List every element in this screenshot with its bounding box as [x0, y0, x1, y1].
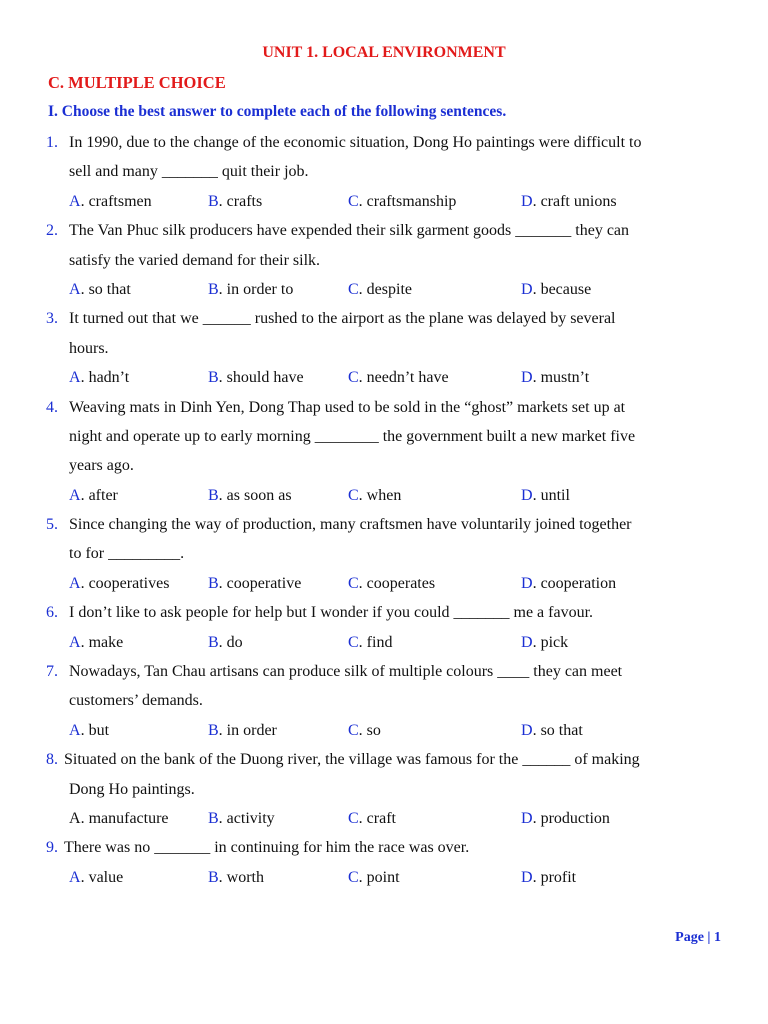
option-text: . because: [532, 280, 592, 298]
option-text: . find: [358, 633, 393, 651]
option-b[interactable]: [208, 804, 275, 833]
option-letter: D: [521, 280, 533, 298]
option-text: . make: [80, 633, 124, 651]
question-number: 1.: [46, 134, 58, 151]
section-title: C. MULTIPLE CHOICE: [48, 73, 226, 92]
option-c[interactable]: [348, 363, 449, 392]
option-c[interactable]: [348, 716, 381, 745]
option-text: . pick: [532, 633, 569, 651]
option-d[interactable]: [521, 628, 568, 657]
option-letter: C: [348, 280, 359, 298]
answer-options: [0, 804, 768, 833]
option-text: . craftsmanship: [358, 192, 457, 210]
option-text: . mustn’t: [532, 369, 590, 387]
option-text: . despite: [358, 280, 412, 298]
option-c[interactable]: [348, 628, 392, 657]
instruction: I. Choose the best answer to complete each of the following sentences.: [48, 103, 507, 120]
option-letter: D: [521, 369, 533, 387]
question-line: [0, 598, 768, 627]
question-number: 5.: [46, 516, 58, 534]
question-line: [0, 833, 768, 862]
option-d[interactable]: [521, 275, 591, 304]
question-text-continued: Dong Ho paintings.: [69, 780, 195, 798]
option-letter: A: [69, 574, 81, 592]
question-line: [0, 128, 768, 157]
option-letter: B: [208, 486, 219, 504]
option-letter: A: [69, 868, 81, 886]
option-text: . craftsmen: [80, 192, 152, 210]
question-text-continued: night and operate up to early morning ________ the government built a new market five: [69, 427, 636, 445]
option-d[interactable]: [521, 481, 570, 510]
option-text: . cooperation: [532, 574, 617, 592]
question-number: 4.: [46, 398, 58, 416]
answer-options: [0, 481, 768, 510]
option-a[interactable]: [69, 481, 118, 510]
option-letter: A: [69, 721, 81, 739]
option-letter: C: [348, 486, 359, 504]
question-text: It turned out that we ______ rushed to the airport as the plane was delayed by several: [69, 310, 616, 328]
question-text: In 1990, due to the change of the economic situation, Dong Ho paintings were difficult to: [69, 134, 642, 151]
question-number: 2.: [46, 222, 58, 240]
option-a[interactable]: [69, 187, 152, 216]
option-d[interactable]: [521, 863, 576, 892]
option-letter: B: [208, 633, 219, 651]
option-text: . as soon as: [218, 486, 292, 504]
question-number: 3.: [46, 310, 58, 328]
question-text-continued: to for _________.: [69, 545, 185, 563]
option-a[interactable]: [69, 628, 123, 657]
option-letter: D: [521, 633, 533, 651]
answer-options: [0, 363, 768, 392]
option-text: . in order: [218, 721, 277, 739]
option-letter: A: [69, 369, 81, 387]
question-text: I don’t like to ask people for help but I wonder if you could _______ me a favour.: [69, 604, 594, 622]
option-letter: A: [69, 633, 81, 651]
option-text: . so that: [532, 721, 583, 739]
option-text: . cooperatives: [80, 574, 170, 592]
question-line: [0, 216, 768, 245]
option-letter: D: [521, 809, 533, 827]
option-letter: D: [521, 574, 533, 592]
question-list: [0, 128, 768, 892]
answer-options: [0, 863, 768, 892]
option-letter: D: [521, 868, 533, 886]
option-letter: C: [348, 633, 359, 651]
option-text: . craft unions: [532, 192, 617, 210]
question-text: There was no _______ in continuing for him the race was over.: [64, 839, 470, 857]
option-c[interactable]: [348, 569, 435, 598]
option-text: . activity: [218, 809, 275, 827]
question-3: [0, 304, 768, 392]
question-5: [0, 510, 768, 598]
option-text: . crafts: [218, 192, 263, 210]
option-text: . craft: [358, 809, 396, 827]
option-d[interactable]: [521, 363, 589, 392]
option-a[interactable]: [69, 804, 169, 833]
option-c[interactable]: [348, 863, 400, 892]
answer-options: [0, 716, 768, 745]
option-text: . profit: [532, 868, 577, 886]
option-b[interactable]: [208, 275, 293, 304]
question-7: [0, 657, 768, 745]
question-8: [0, 745, 768, 833]
option-d[interactable]: [521, 716, 583, 745]
option-a[interactable]: [69, 863, 123, 892]
option-text: . do: [218, 633, 243, 651]
question-1: [0, 128, 768, 216]
option-letter: A: [69, 192, 81, 210]
option-letter: D: [521, 721, 533, 739]
option-b[interactable]: [208, 628, 243, 657]
option-a[interactable]: [69, 569, 169, 598]
option-text: . in order to: [218, 280, 294, 298]
option-letter: D: [521, 486, 533, 504]
option-text: . cooperative: [218, 574, 302, 592]
question-line: [0, 657, 768, 686]
option-text: . needn’t have: [358, 369, 449, 387]
option-letter: B: [208, 192, 219, 210]
option-letter: D: [521, 192, 533, 210]
option-text: . manufacture: [80, 809, 169, 827]
option-b[interactable]: [208, 363, 304, 392]
question-text-continued: years ago.: [69, 457, 134, 475]
option-text: . when: [358, 486, 402, 504]
option-letter: B: [208, 868, 219, 886]
question-6: [0, 598, 768, 657]
option-text: . hadn’t: [80, 369, 130, 387]
answer-options: [0, 628, 768, 657]
question-text: Weaving mats in Dinh Yen, Dong Thap used to be sold in the “ghost” markets set up at: [69, 398, 626, 416]
option-text: . worth: [218, 868, 264, 886]
page-number: Page | 1: [675, 930, 721, 945]
question-number: 8.: [46, 751, 58, 769]
option-b[interactable]: [208, 481, 292, 510]
question-line: [0, 304, 768, 333]
question-number: 9.: [46, 839, 58, 857]
question-2: [0, 216, 768, 304]
option-text: . cooperates: [358, 574, 436, 592]
option-letter: C: [348, 868, 359, 886]
question-line: [0, 510, 768, 539]
question-text: Situated on the bank of the Duong river, the village was famous for the ______ of making: [64, 751, 640, 769]
question-text: Nowadays, Tan Chau artisans can produce silk of multiple colours ____ they can meet: [69, 663, 623, 681]
option-text: . so: [358, 721, 381, 739]
question-9: [0, 833, 768, 892]
question-number: 6.: [46, 604, 58, 622]
option-letter: C: [348, 574, 359, 592]
option-text: . value: [80, 868, 124, 886]
question-4: [0, 393, 768, 511]
option-text: . so that: [80, 280, 131, 298]
option-c[interactable]: [348, 187, 456, 216]
question-number: 7.: [46, 663, 58, 681]
option-a[interactable]: [69, 363, 129, 392]
option-b[interactable]: [208, 187, 262, 216]
option-letter: A: [69, 809, 81, 827]
question-text-continued: hours.: [69, 339, 109, 357]
option-letter: B: [208, 574, 219, 592]
question-text-continued: satisfy the varied demand for their silk.: [69, 251, 321, 269]
option-c[interactable]: [348, 275, 412, 304]
option-text: . production: [532, 809, 610, 827]
question-line: [0, 745, 768, 774]
option-letter: A: [69, 486, 81, 504]
option-letter: C: [348, 809, 359, 827]
option-c[interactable]: [348, 481, 401, 510]
option-c[interactable]: [348, 804, 396, 833]
option-a[interactable]: [69, 716, 109, 745]
answer-options: [0, 275, 768, 304]
option-d[interactable]: [521, 569, 616, 598]
option-letter: C: [348, 721, 359, 739]
option-b[interactable]: [208, 716, 277, 745]
option-letter: B: [208, 369, 219, 387]
answer-options: [0, 569, 768, 598]
option-letter: B: [208, 721, 219, 739]
option-letter: A: [69, 280, 81, 298]
option-b[interactable]: [208, 569, 301, 598]
option-b[interactable]: [208, 863, 264, 892]
option-text: . after: [80, 486, 118, 504]
option-d[interactable]: [521, 804, 610, 833]
question-text: Since changing the way of production, many craftsmen have voluntarily joined together: [69, 516, 632, 534]
unit-title: UNIT 1. LOCAL ENVIRONMENT: [262, 44, 506, 61]
option-d[interactable]: [521, 187, 617, 216]
option-letter: B: [208, 809, 219, 827]
option-letter: B: [208, 280, 219, 298]
option-text: . until: [532, 486, 570, 504]
question-text-continued: sell and many _______ quit their job.: [69, 163, 309, 181]
question-text-continued: customers’ demands.: [69, 692, 203, 710]
option-text: . but: [80, 721, 110, 739]
question-line: [0, 393, 768, 422]
option-letter: C: [348, 192, 359, 210]
option-text: . point: [358, 868, 400, 886]
option-a[interactable]: [69, 275, 131, 304]
option-letter: C: [348, 369, 359, 387]
question-text: The Van Phuc silk producers have expended their silk garment goods _______ they can: [69, 222, 630, 240]
answer-options: [0, 187, 768, 216]
option-text: . should have: [218, 369, 304, 387]
